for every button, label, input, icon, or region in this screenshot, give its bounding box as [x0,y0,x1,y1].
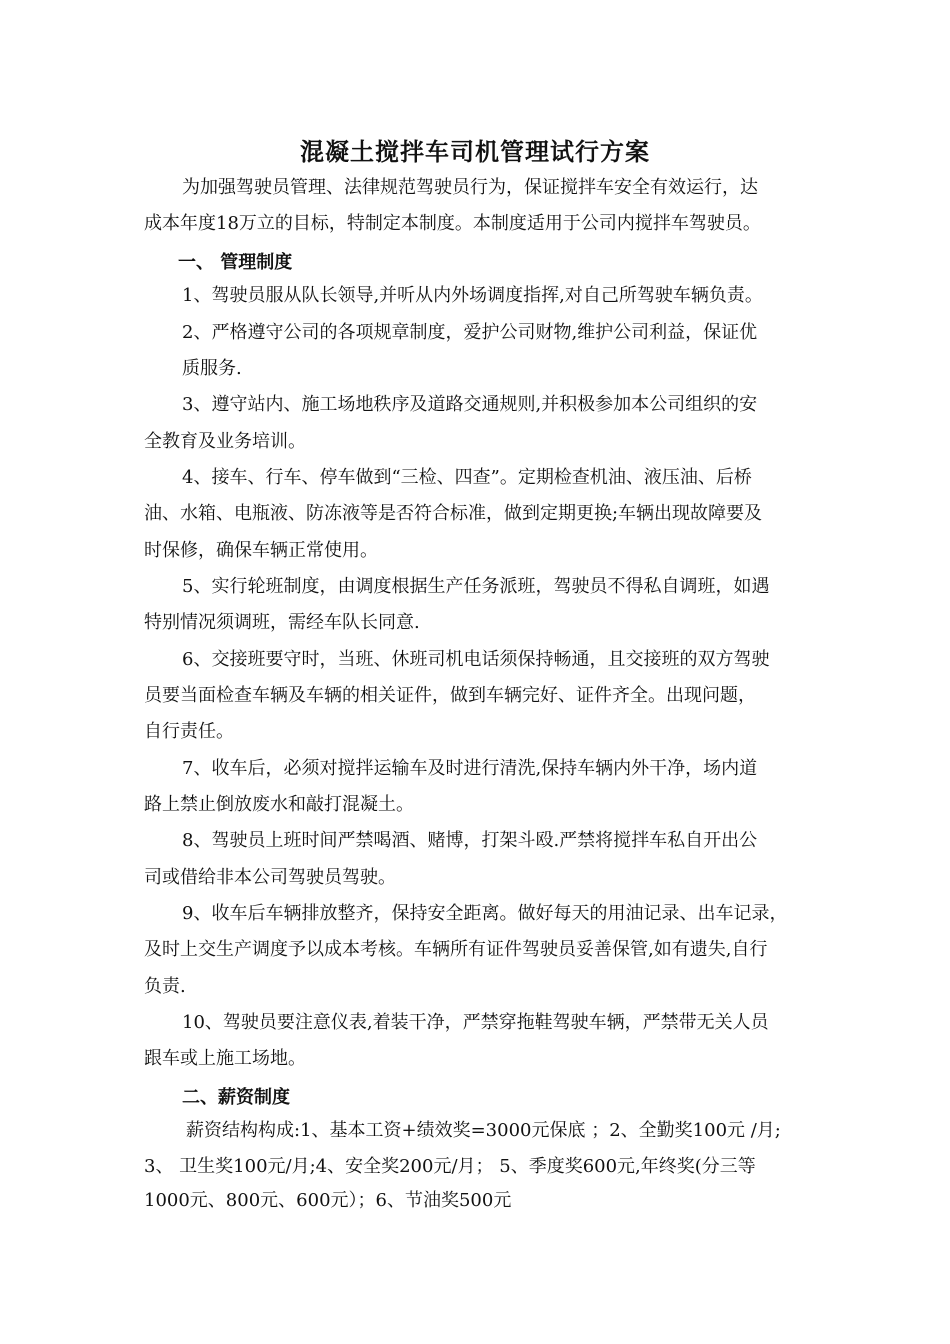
page-title: 混凝土搅拌车司机管理试行方案 [300,138,650,166]
paragraph-line: 质服务. [182,358,242,379]
paragraph-line: 6、交接班要守时，当班、休班司机电话须保持畅通，且交接班的双方驾驶 [182,649,770,670]
paragraph-line: 1000元、800元、600元）；6、节油奖500元 [144,1190,512,1211]
paragraph-line: 7、收车后，必须对搅拌运输车及时进行清洗,保持车辆内外干净，场内道 [182,758,758,779]
intro-line: 为加强驾驶员管理、法律规范驾驶员行为，保证搅拌车安全有效运行，达 [182,177,758,198]
paragraph-line: 及时上交生产调度予以成本考核。车辆所有证件驾驶员妥善保管,如有遗失,自行 [144,939,768,960]
paragraph-line: 1、驾驶员服从队长领导,并听从内外场调度指挥,对自己所驾驶车辆负责。 [182,285,763,306]
paragraph-line: 油、水箱、电瓶液、防冻液等是否符合标准，做到定期更换;车辆出现故障要及 [144,503,763,524]
paragraph-line: 路上禁止倒放废水和敲打混凝土。 [144,794,414,815]
paragraph-line: 3、遵守站内、施工场地秩序及道路交通规则,并积极参加本公司组织的安 [182,394,758,415]
paragraph-line: 自行责任。 [144,721,234,742]
paragraph-line: 5、实行轮班制度，由调度根据生产任务派班，驾驶员不得私自调班，如遇 [182,576,770,597]
paragraph-line: 负责. [144,976,186,997]
paragraph-line: 全教育及业务培训。 [144,431,306,452]
paragraph-line: 时保修，确保车辆正常使用。 [144,540,378,561]
paragraph-line: 3、 卫生奖100元/月;4、安全奖200元/月； 5、季度奖600元,年终奖(分三等 [144,1156,756,1177]
paragraph-line: 跟车或上施工场地。 [144,1048,306,1069]
paragraph-line: 特别情况须调班，需经车队长同意. [144,612,420,633]
section-heading: 一、 管理制度 [178,252,293,273]
paragraph-line: 2、严格遵守公司的各项规章制度，爱护公司财物,维护公司利益，保证优 [182,322,758,343]
paragraph-line: 10、驾驶员要注意仪表,着装干净，严禁穿拖鞋驾驶车辆，严禁带无关人员 [182,1012,769,1033]
intro-line: 成本年度18万立的目标，特制定本制度。本制度适用于公司内搅拌车驾驶员。 [144,213,761,234]
paragraph-line: 员要当面检查车辆及车辆的相关证件，做到车辆完好、证件齐全。出现问题， [144,685,756,706]
paragraph-line: 9、收车后车辆排放整齐，保持安全距离。做好每天的用油记录、出车记录， [182,903,788,924]
paragraph-line: 薪资结构构成:1、基本工资+绩效奖=3000元保底 ；2、全勤奖100元 /月; [186,1120,781,1141]
section-heading: 二、薪资制度 [182,1087,290,1108]
paragraph-line: 4、接车、行车、停车做到“三检、四查”。定期检查机油、液压油、后桥 [182,467,752,488]
paragraph-line: 8、驾驶员上班时间严禁喝酒、赌博，打架斗殴.严禁将搅拌车私自开出公 [182,830,758,851]
paragraph-line: 司或借给非本公司驾驶员驾驶。 [144,867,396,888]
